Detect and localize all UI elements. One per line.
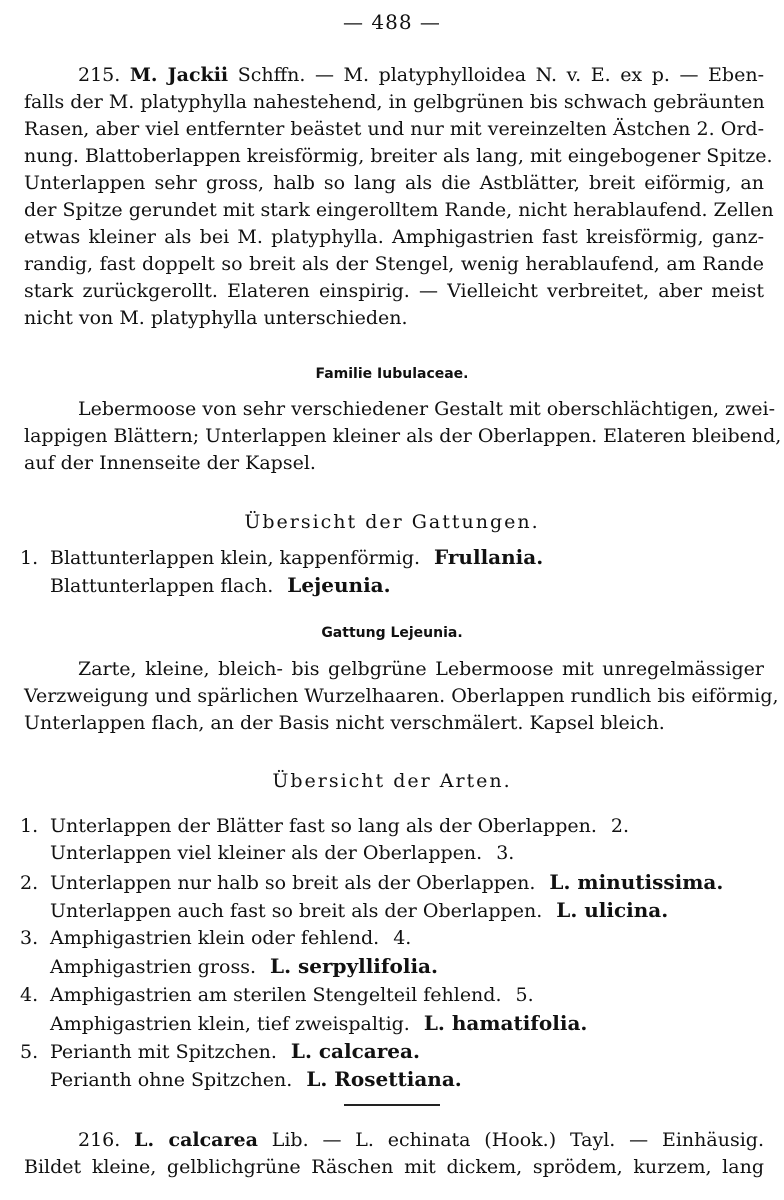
entry-215-line — [24, 62, 764, 89]
genus-description — [24, 656, 779, 737]
entry-215-line: Unterlappen sehr gross, halb so lang als die Astblätter, breit eiförmig, an — [24, 172, 764, 194]
key-text: Unterlappen auch fast so breit als der Oberlappen. — [50, 900, 543, 922]
species-key-heading: Übersicht der Arten. — [272, 770, 512, 792]
key-result: L. calcarea. — [290, 1039, 420, 1063]
key-result: 4. — [393, 927, 412, 949]
entry-216-line — [24, 1127, 764, 1154]
key-result: 5. — [515, 984, 534, 1006]
key-result: L. hamatifolia. — [423, 1011, 588, 1035]
genus-heading: Gattung Lejeunia. — [321, 625, 463, 641]
genera-key-heading: Übersicht der Gattungen. — [244, 511, 540, 533]
entry-215-line: stark zurückgerollt. Elateren einspirig. — Vielleicht verbreitet, aber meist — [24, 280, 764, 302]
entry-215-line: nicht von M. platyphylla unterschieden. — [24, 307, 408, 329]
genus-line: Zarte, kleine, bleich- bis gelbgrüne Lebermoose mit unregelmässiger — [78, 658, 764, 680]
key-result: L. ulicina. — [556, 898, 669, 922]
section-divider — [344, 1104, 440, 1106]
key-text: Amphigastrien klein, tief zweispaltig. — [50, 1013, 410, 1035]
entry-216 — [24, 1127, 764, 1181]
page-number: — 488 — — [343, 10, 441, 34]
key-number: 4. — [20, 984, 39, 1006]
entry-215 — [24, 62, 774, 332]
species-key-row — [50, 897, 668, 925]
species-key-row — [20, 1038, 420, 1066]
key-text: Unterlappen nur halb so breit als der Oberlappen. — [50, 872, 536, 894]
species-key-row — [20, 982, 534, 1009]
key-result: Frullania. — [434, 545, 544, 569]
key-number: 1. — [20, 815, 39, 837]
genus-line: Verzweigung und spärlichen Wurzelhaaren. Oberlappen rundlich bis eiförmig, — [24, 685, 779, 707]
family-heading: Familie Iubulaceae. — [315, 366, 469, 382]
species-key-row — [20, 869, 723, 897]
key-result: L. minutissima. — [549, 870, 724, 894]
key-result: L. Rosettiana. — [306, 1067, 462, 1091]
key-text: Unterlappen der Blätter fast so lang als der Oberlappen. — [50, 815, 597, 837]
key-text: Blattunterlappen klein, kappenförmig. — [50, 547, 421, 569]
family-description — [24, 396, 782, 477]
species-key-row — [50, 953, 438, 981]
entry-number: 215. — [78, 64, 130, 86]
entry-text: Schffn. — M. platyphylloidea N. v. E. ex p. — Eben- — [228, 64, 764, 86]
species-name: M. Jackii — [129, 64, 229, 86]
key-text: Amphigastrien klein oder fehlend. — [50, 927, 380, 949]
species-name: L. calcarea — [134, 1129, 258, 1151]
key-number: 2. — [20, 872, 39, 894]
key-text: Amphigastrien am sterilen Stengelteil fehlend. — [50, 984, 502, 1006]
genera-key-row — [20, 544, 543, 572]
entry-215-line: nung. Blattoberlappen kreisförmig, breiter als lang, mit eingebogener Spitze. — [24, 145, 773, 167]
genera-key-row — [50, 572, 391, 600]
entry-215-line: etwas kleiner als bei M. platyphylla. Amphigastrien fast kreisförmig, ganz- — [24, 226, 764, 248]
key-result: 3. — [496, 842, 515, 864]
family-line: lappigen Blättern; Unterlappen kleiner als der Oberlappen. Elateren bleibend, — [24, 425, 782, 447]
key-result: 2. — [610, 815, 630, 837]
species-key-row — [50, 1066, 462, 1094]
key-number: 1. — [20, 547, 39, 569]
family-line: auf der Innenseite der Kapsel. — [24, 452, 316, 474]
entry-216-line: Bildet kleine, gelblichgrüne Räschen mit dickem, sprödem, kurzem, lang — [24, 1156, 764, 1178]
key-text: Blattunterlappen flach. — [50, 575, 274, 597]
entry-215-line: randig, fast doppelt so breit als der Stengel, wenig herablaufend, am Rande — [24, 253, 764, 275]
entry-215-line: der Spitze gerundet mit stark eingerolltem Rande, nicht herablaufend. Zellen — [24, 199, 774, 221]
key-result: Lejeunia. — [287, 573, 391, 597]
genus-line: Unterlappen flach, an der Basis nicht verschmälert. Kapsel bleich. — [24, 712, 665, 734]
key-text: Perianth ohne Spitzchen. — [50, 1069, 293, 1091]
species-key-row — [20, 813, 629, 840]
species-key-row — [20, 925, 411, 952]
key-result: L. serpyllifolia. — [270, 954, 438, 978]
key-number: 5. — [20, 1041, 39, 1063]
species-key-row — [50, 1010, 587, 1038]
entry-number: 216. — [78, 1129, 135, 1151]
entry-215-line: Rasen, aber viel entfernter beästet und nur mit vereinzelten Ästchen 2. Ord- — [24, 118, 764, 140]
key-text: Unterlappen viel kleiner als der Oberlappen. — [50, 842, 483, 864]
key-text: Perianth mit Spitzchen. — [50, 1041, 277, 1063]
species-key-row — [50, 840, 514, 867]
family-line: Lebermoose von sehr verschiedener Gestalt mit oberschlächtigen, zwei- — [78, 398, 776, 420]
entry-text: Lib. — L. echinata (Hook.) Tayl. — Einhäusig. — [257, 1129, 764, 1151]
key-number: 3. — [20, 927, 39, 949]
key-text: Amphigastrien gross. — [50, 956, 256, 978]
entry-215-line: falls der M. platyphylla nahestehend, in gelbgrünen bis schwach gebräunten — [24, 91, 765, 113]
